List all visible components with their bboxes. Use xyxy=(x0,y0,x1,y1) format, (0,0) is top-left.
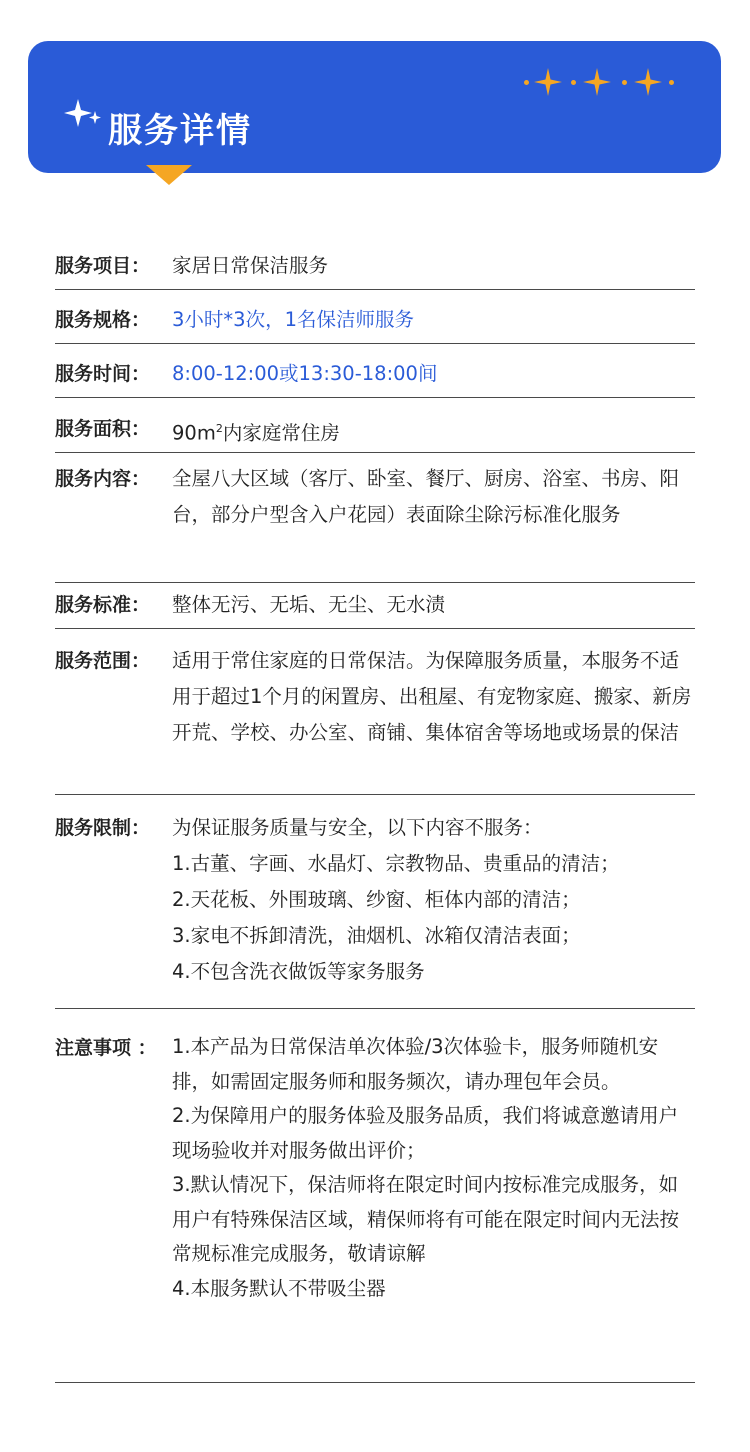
row-label: 服务面积： xyxy=(55,418,151,440)
limit-line: 4.不包含洗衣做饭等家务服务 xyxy=(172,960,425,983)
divider xyxy=(55,343,695,344)
star-icon xyxy=(634,68,662,96)
row-value: 适用于常住家庭的日常保洁。为保障服务质量，本服务不适用于超过1个月的闲置房、出租屋、有宠物家庭、搬家、新房开荒、学校、办公室、商铺、集体宿舍等场地或场景的保洁 xyxy=(172,649,692,744)
dot-icon xyxy=(622,80,627,85)
dot-icon xyxy=(669,80,674,85)
row-label: 服务规格： xyxy=(55,309,151,331)
dot-icon xyxy=(571,80,576,85)
divider xyxy=(55,452,695,453)
row-value: 整体无污、无垢、无尘、无水渍 xyxy=(172,593,446,616)
note-line: 2.为保障用户的服务体验及服务品质，我们将诚意邀请用户现场验收并对服务做出评价； xyxy=(172,1104,679,1162)
divider xyxy=(55,289,695,290)
row-value: 家居日常保洁服务 xyxy=(172,254,329,277)
limit-line: 为保证服务质量与安全，以下内容不服务： xyxy=(172,816,543,839)
star-icon xyxy=(583,68,611,96)
row-label: 服务项目： xyxy=(55,255,151,277)
header-banner xyxy=(28,41,721,173)
limit-line: 3.家电不拆卸清洗，油烟机、冰箱仅清洁表面； xyxy=(172,924,581,947)
row-value: 8:00-12:00或13:30-18:00间 xyxy=(172,362,438,385)
row-value xyxy=(172,810,696,990)
header-pointer xyxy=(146,165,192,185)
page-title: 服务详情 xyxy=(108,111,252,151)
limit-line: 2.天花板、外围玻璃、纱窗、柜体内部的清洁； xyxy=(172,888,581,911)
row-value: 3小时*3次，1名保洁师服务 xyxy=(172,308,414,331)
divider xyxy=(55,582,695,583)
divider xyxy=(55,397,695,398)
row-value: $90m^2$内家庭常住房 xyxy=(172,421,340,445)
divider xyxy=(55,628,695,629)
limit-line: 1.古董、字画、水晶灯、宗教物品、贵重品的清洁； xyxy=(172,852,620,875)
sparkle-icon xyxy=(64,97,104,133)
note-line: 1.本产品为日常保洁单次体验/3次体验卡，服务师随机安排，如需固定服务师和服务频次，请办理包年会员。 xyxy=(172,1035,659,1093)
row-label: 服务时间： xyxy=(55,363,151,385)
row-label: 服务范围： xyxy=(55,650,151,672)
divider xyxy=(55,1008,695,1009)
row-label: 服务内容： xyxy=(55,468,151,490)
note-line: 3.默认情况下，保洁师将在限定时间内按标准完成服务，如用户有特殊保洁区域，精保师将有可能在限定时间内无法按常规标准完成服务，敬请谅解 xyxy=(172,1173,680,1265)
note-line: 4.本服务默认不带吸尘器 xyxy=(172,1276,386,1300)
row-value xyxy=(172,1030,696,1306)
row-label: 服务标准： xyxy=(55,594,151,616)
row-label: 注意事项 ： xyxy=(55,1037,157,1059)
dot-icon xyxy=(524,80,529,85)
row-label: 服务限制： xyxy=(55,817,151,839)
star-icon xyxy=(534,68,562,96)
row-value: 全屋八大区域（客厅、卧室、餐厅、厨房、浴室、书房、阳台，部分户型含入户花园）表面除尘除污标准化服务 xyxy=(172,467,680,526)
divider xyxy=(55,794,695,795)
divider xyxy=(55,1382,695,1383)
